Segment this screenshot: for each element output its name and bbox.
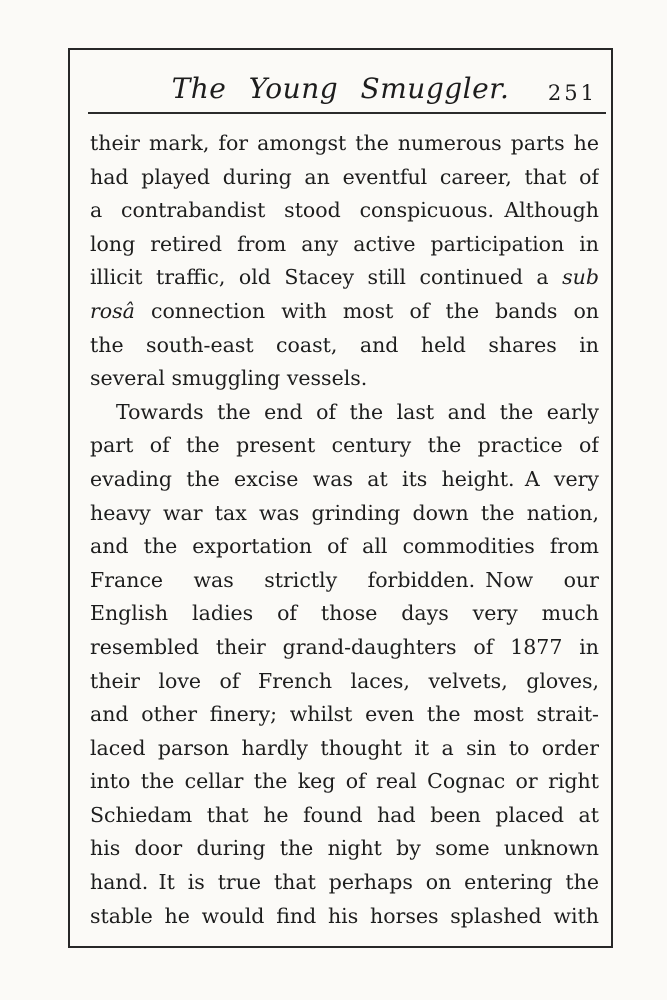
text-segment: Schiedam that he found had been placed at — [90, 802, 599, 827]
text-line — [90, 228, 599, 262]
text-segment: connection with most of the bands on — [134, 298, 599, 323]
text-line — [90, 194, 599, 228]
text-segment: hand. It is true that perhaps on entering the — [90, 870, 599, 895]
text-line — [90, 295, 599, 329]
text-line — [90, 261, 599, 295]
text-segment: part of the present century the practice of — [90, 433, 599, 458]
text-segment: and other finery; whilst even the most strait- — [90, 702, 599, 727]
text-segment: several smuggling vessels. — [90, 366, 368, 391]
paragraph — [90, 127, 599, 396]
text-segment: laced parson hardly thought it a sin to order — [90, 735, 599, 760]
text-segment: evading the excise was at its height. A very — [90, 466, 599, 491]
text-line — [90, 329, 599, 363]
text-segment: the south-east coast, and held shares in — [90, 332, 599, 357]
text-line — [90, 530, 599, 564]
body-text — [90, 127, 599, 933]
text-line — [90, 597, 599, 631]
text-line — [90, 429, 599, 463]
text-segment: stable he would find his horses splashed with — [90, 903, 599, 928]
text-segment: Towards the end of the last and the early — [116, 399, 599, 424]
text-line — [90, 765, 599, 799]
text-segment: into the cellar the keg of real Cognac or right — [90, 769, 599, 794]
italic-text-segment: rosâ — [90, 298, 135, 323]
text-segment: his door during the night by some unknown — [90, 836, 599, 861]
text-segment: and the exportation of all commodities from — [90, 534, 599, 559]
text-line — [90, 832, 599, 866]
text-segment: their love of French laces, velvets, gloves, — [90, 668, 599, 693]
text-line — [90, 564, 599, 598]
page-frame — [68, 48, 613, 948]
text-segment: long retired from any active participation in — [90, 231, 599, 256]
header-rule — [88, 112, 606, 114]
text-line — [90, 127, 599, 161]
text-line — [90, 362, 599, 396]
text-line — [90, 900, 599, 934]
text-segment: resembled their grand-daughters of 1877 in — [90, 634, 599, 659]
text-line — [90, 161, 599, 195]
text-line — [90, 799, 599, 833]
text-segment: their mark, for amongst the numerous parts he — [90, 131, 599, 155]
italic-text-segment: sub — [562, 265, 599, 290]
text-segment: a contrabandist stood conspicuous. Although — [90, 198, 599, 223]
text-line — [90, 866, 599, 900]
text-segment: France was strictly forbidden. Now our — [90, 567, 599, 592]
text-line — [90, 732, 599, 766]
text-line — [90, 631, 599, 665]
text-line — [90, 396, 599, 430]
text-line — [90, 698, 599, 732]
page-number: 251 — [547, 81, 597, 105]
text-segment: had played during an eventful career, that of — [90, 164, 599, 189]
page-header — [70, 70, 611, 108]
text-segment: illicit traffic, old Stacey still continued a — [90, 265, 563, 290]
paragraph — [90, 396, 599, 934]
text-line — [90, 463, 599, 497]
text-segment: heavy war tax was grinding down the nation, — [90, 500, 599, 525]
running-title: The Young Smuggler. — [171, 72, 510, 105]
text-line — [90, 497, 599, 531]
text-line — [90, 665, 599, 699]
text-segment: English ladies of those days very much — [90, 601, 599, 626]
